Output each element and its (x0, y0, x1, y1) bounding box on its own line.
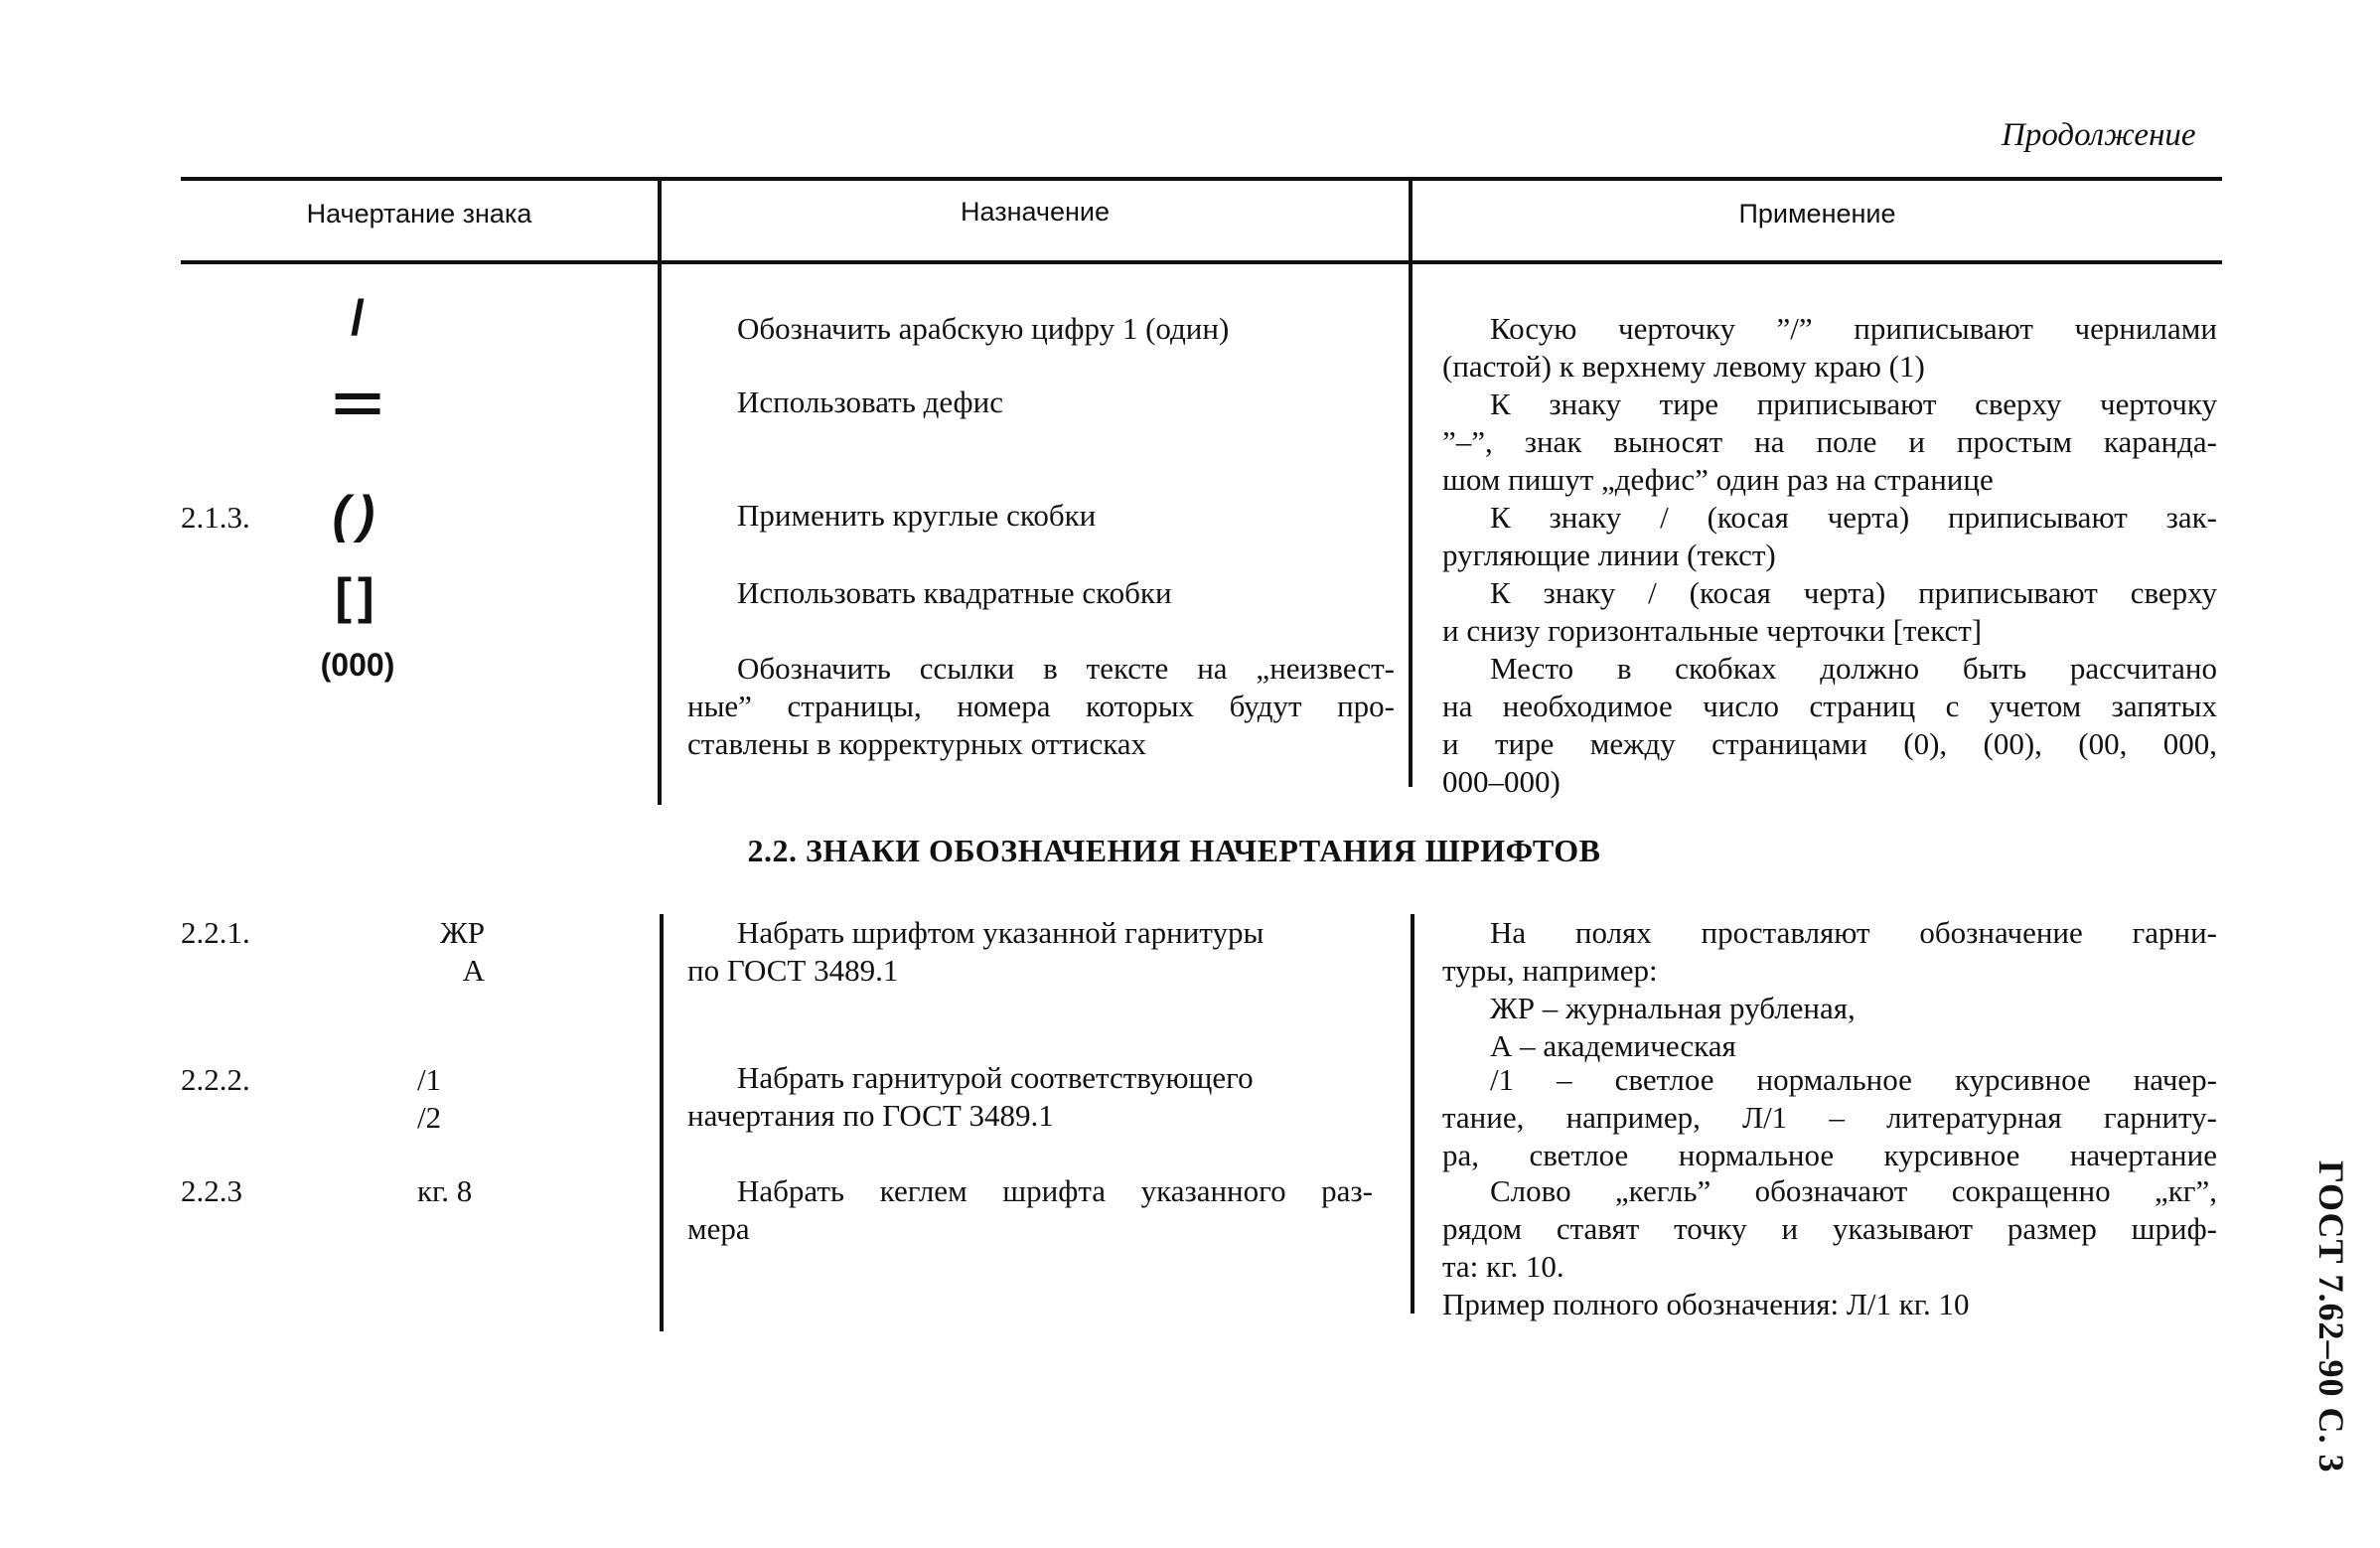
usage-2-2-2: /1 – светлое нормальное курсивное начер- тание, например, Л/1 – литературная гарниту- ра, светлое нормальное курсивное начертание (1442, 1062, 2217, 1172)
body-col-divider-1 (658, 264, 662, 805)
purpose-row-4: Использовать квадратные скобки (737, 575, 1172, 610)
section2-col-divider-2 (1411, 914, 1414, 1314)
header-purpose: Назначение (960, 197, 1111, 227)
symbol-page-placeholder: (000) (320, 647, 395, 683)
usage-row-4: К знаку / (косая черта) приписывают сверху и снизу горизонтальные черточки [текст] (1442, 575, 2217, 648)
usage-row-1: Косую черточку ”/” приписывают чернилами (пастой) к верхнему левому краю (1) (1442, 311, 2217, 384)
purpose-row-2: Использовать дефис (737, 385, 1003, 419)
usage-row-2: К знаку тире приписывают сверху черточку ”–”, знак выносят на поле и простым каранда- шом пишут „дефис” один раз на странице (1442, 387, 2217, 497)
symbol-slash: / (351, 290, 365, 346)
purpose-2-2-1: Набрать шрифтом указанной гарнитуры по ГОСТ 3489.1 (687, 915, 1264, 988)
symbol-square-brackets: [] (335, 568, 380, 624)
symbol-style-codes: /1 /2 (417, 1062, 442, 1135)
item-number-2-2-2: 2.2.2. (181, 1062, 250, 1097)
purpose-row-5: Обозначить ссылки в тексте на „неизвест- ные” страницы, номера которых будут про- ставлены в корректурных оттисках (687, 651, 1395, 761)
item-number-2-1-3: 2.1.3. (181, 500, 250, 535)
symbol-point-size: кг. 8 (417, 1173, 473, 1208)
item-number-2-2-1: 2.2.1. (181, 915, 250, 950)
symbol-zhr-a: ЖР А (439, 915, 485, 988)
symbol-round-brackets: () (332, 486, 383, 543)
header-symbol: Начертание знака (306, 199, 532, 229)
header-usage: Применение (1738, 199, 1896, 229)
body-col-divider-2 (1409, 264, 1413, 787)
section2-col-divider-1 (660, 914, 664, 1331)
continuation-label: Продолжение (2002, 117, 2196, 153)
side-document-label: ГОСТ 7.62–90 С. 3 (2311, 1161, 2351, 1473)
usage-row-3: К знаку / (косая черта) приписывают зак- ругляющие линии (текст) (1442, 500, 2217, 572)
table-top-rule (181, 177, 2222, 181)
usage-row-5: Место в скобках должно быть рассчитано на необходимое число страниц с учетом запятых и тире между страницами (0), (00), (00, 000, 000–000) (1442, 651, 2217, 799)
header-bottom-rule (181, 260, 2222, 264)
usage-2-2-1: На полях проставляют обозначение гарни- туры, например: ЖР – журнальная рубленая, А – академическая (1442, 915, 2217, 1063)
purpose-2-2-3: Набрать кеглем шрифта указанного раз- мера (687, 1173, 1373, 1246)
item-number-2-2-3: 2.2.3 (181, 1173, 242, 1208)
purpose-2-2-2: Набрать гарнитурой соответствующего начертания по ГОСТ 3489.1 (687, 1060, 1254, 1133)
purpose-row-3: Применить круглые скобки (737, 498, 1097, 533)
symbol-double-dash: = (331, 372, 384, 434)
purpose-row-1: Обозначить арабскую цифру 1 (один) (737, 311, 1230, 346)
section-title: 2.2. ЗНАКИ ОБОЗНАЧЕНИЯ НАЧЕРТАНИЯ ШРИФТОВ (747, 833, 1601, 868)
usage-2-2-3: Слово „кегль” обозначают сокращенно „кг”, рядом ставят точку и указывают размер шриф- та: кг. 10. Пример полного обозначения: Л/1 кг. 10 (1442, 1173, 2217, 1321)
